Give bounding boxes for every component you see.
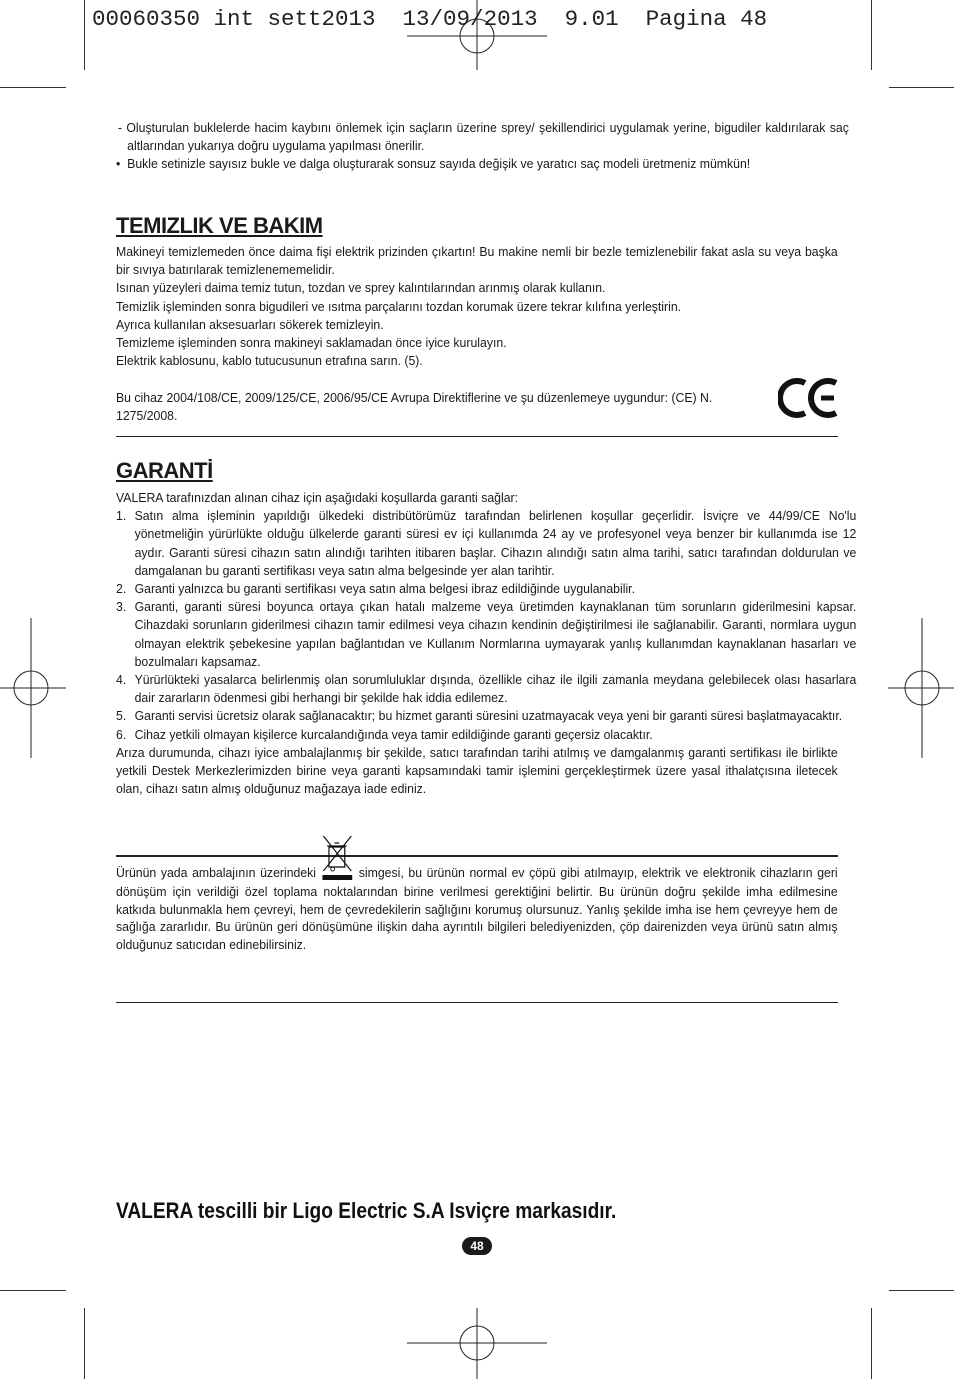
registration-mark-left: [0, 618, 66, 758]
section-divider-thick: [116, 855, 838, 857]
intro-section: [116, 119, 849, 174]
warranty-heading: GARANTİ: [116, 458, 213, 483]
warranty-item: 4. Yürürlükteki yasalarca belirlenmiş olan sorumluluklar dışında, özellikle cihaz ile ilgili zamanla meydana gelebilecek olası hasarlara dair zararların ödenmesi gibi herhangi bir şekilde hak iddia edilemez.: [116, 672, 857, 706]
bullet-marker: •: [116, 156, 121, 172]
ce-mark-icon: [778, 376, 840, 420]
warranty-item: 6. Cihaz yetkili olmayan kişilerce kurcalandığında veya tamir edildiğinde garanti geçersiz olacaktır.: [116, 726, 653, 742]
compliance-text: Bu cihaz 2004/108/CE, 2009/125/CE, 2006/95/CE Avrupa Direktiflerine ve şu düzenlemeye uygundur: (CE) N. 1275/2008.: [116, 390, 713, 424]
registration-mark-bottom: [407, 1308, 547, 1379]
recycling-section: [116, 864, 838, 953]
cleaning-line: Temizleme işleminden sonra makineyi saklamadan önce iyice kurulayın.: [116, 335, 507, 351]
intro-bullet-item: [116, 155, 849, 173]
brand-footer: VALERA tescilli bir Ligo Electric S.A Isviçre markasıdır.: [116, 1198, 617, 1223]
cleaning-line: Ayrıca kullanılan aksesuarları sökerek temizleyin.: [116, 316, 384, 332]
cleaning-line: Isınan yüzeyleri daima temiz tutun, tozdan ve sprey kalıntılarından arınmış olarak kullanın.: [116, 280, 606, 296]
registration-mark-top: [407, 0, 547, 70]
ce-mark-label: CE: [809, 402, 811, 403]
intro-dash-item: - Oluşturulan buklelerde hacim kaybını önlemek için saçların üzerine sprey/ şekillendirici uygulamak yerine, bigudiler kaldırılarak saç altlarından yukarıya doğru uygulama yapılması önerilir.: [117, 120, 849, 154]
section-divider: [116, 436, 838, 437]
compliance-block: [116, 389, 756, 425]
warranty-closing: Arıza durumunda, cihazı iyice ambalajlanmış bir şekilde, satıcı tarafından tarihi atılmış ve damgalanmış garanti sertifikası ile birlikte yetkili Destek Merkezlerimizden birine veya garanti kapsamındaki tamir işlemini gerçekleştirmek üzere yasal ithalatçısına iletecek olan, cihazı satın almış olduğunuz mağazaya iade ediniz.: [116, 744, 838, 797]
warranty-item: 5. Garanti servisi ücretsiz olarak sağlanacaktır; bu hizmet garanti süresini uzatmayacak veya yeni bir garanti süresi başlatmayacaktır.: [116, 708, 843, 724]
cleaning-line: Temizlik işleminden sonra bigudileri ve ısıtma parçalarını tozdan korumak üzere tekrar kılıfına yerleştirin.: [116, 298, 682, 314]
warranty-section: [116, 458, 838, 484]
print-slug: 00060350 int sett2013 13/09/2013 9.01 Pagina 48: [92, 6, 768, 32]
cleaning-body: [116, 243, 838, 370]
warranty-item: 1. Satın alma işleminin yapıldığı ülkedeki distribütörümüz tarafından belirlenen koşullar geçerlidir. İsviçre ve 44/99/CE No'lu yönetmeliğin yürürlükte olduğu ülkelerde garanti süresi ev içi kullanımda 24 ay ve profesyonel veya benzer bir kullanımda ise 12 aydır. Garanti süresi cihazın satın alındığı tarihten itibaren başlar. Cihazın alındığı satın alma tarihi, satıcı tarafından doldurulan ve damgalanan bu garanti sertifikası veya satın alma belgesinde yer alan tarihtir.: [116, 508, 857, 578]
page-number-badge: 48: [462, 1237, 492, 1255]
weee-bin-icon: [321, 833, 354, 883]
recycling-text: [116, 864, 838, 953]
warranty-intro: VALERA tarafınızdan alınan cihaz için aşağıdaki koşullarda garanti sağlar:: [116, 490, 519, 505]
warranty-item: 3. Garanti, garanti süresi boyunca ortaya çıkan hatalı malzeme veya üretimden kaynaklanan tüm sorunların giderilmesini kapsar. Cihazdaki sorunların giderilmesi cihazın tamir edilmesi veya cihazın kendinin değiştirilmesi ile sağlanabilir. Garanti, normlara uygun olmayan elektrik şebekesine yapılan bağlantıdan ve Kullanım Normlarına uymayarak yanlış kullanımdan kaynaklanan hasarları ve bozulmaları kapsamaz.: [116, 599, 857, 669]
recycling-text-before: Ürünün yada ambalajının üzerindeki: [116, 865, 317, 880]
warranty-item: 2. Garanti yalnızca bu garanti sertifikası veya satın alma belgesi ibraz edildiğinde uygulanabilir.: [116, 581, 635, 597]
cleaning-line: Makineyi temizlemeden önce daima fişi elektrik prizinden çıkartın! Bu makine nemli bir bezle temizlenebilir fakat asla su veya başka bir sıvıya batırılarak temizlenememelidir.: [116, 244, 838, 278]
section-divider: [116, 1002, 838, 1003]
registration-mark-right: [888, 618, 954, 758]
intro-bullet-text: Bukle setinizle sayısız bukle ve dalga oluşturarak sonsuz sayıda değişik ve yaratıcı saç modeli üretmeniz mümkün!: [127, 156, 751, 172]
warranty-body: [116, 489, 857, 798]
recycling-text-after: simgesi, bu ürünün normal ev çöpü gibi atılmayıp, elektrik ve elektronik cihazların geri dönüşüm için verildiği özel toplama noktalarından birine verilmesi gerektiğini belirtir. Bu ürünün doğru şekilde imha edilmesine katkıda bulunmakla hem çevreyi, hem de çevredekilerin sağlığını korumuş olursunuz. Yanlış şekilde imha ise hem çevreyye hem de sağlığa zararlıdır. Bu ürünün geri dönüşümüne ilişkin daha ayrıntılı bilgileri belediyenizden, çöp dairenizden veya ürünü satın almış olduğunuz satıcıdan edinebilirsiniz.: [116, 865, 838, 952]
cleaning-line: Elektrik kablosunu, kablo tutucusunun etrafına sarın. (5).: [116, 353, 423, 369]
cleaning-heading: TEMIZLIK VE BAKIM: [116, 213, 323, 238]
cleaning-section: [116, 213, 838, 239]
